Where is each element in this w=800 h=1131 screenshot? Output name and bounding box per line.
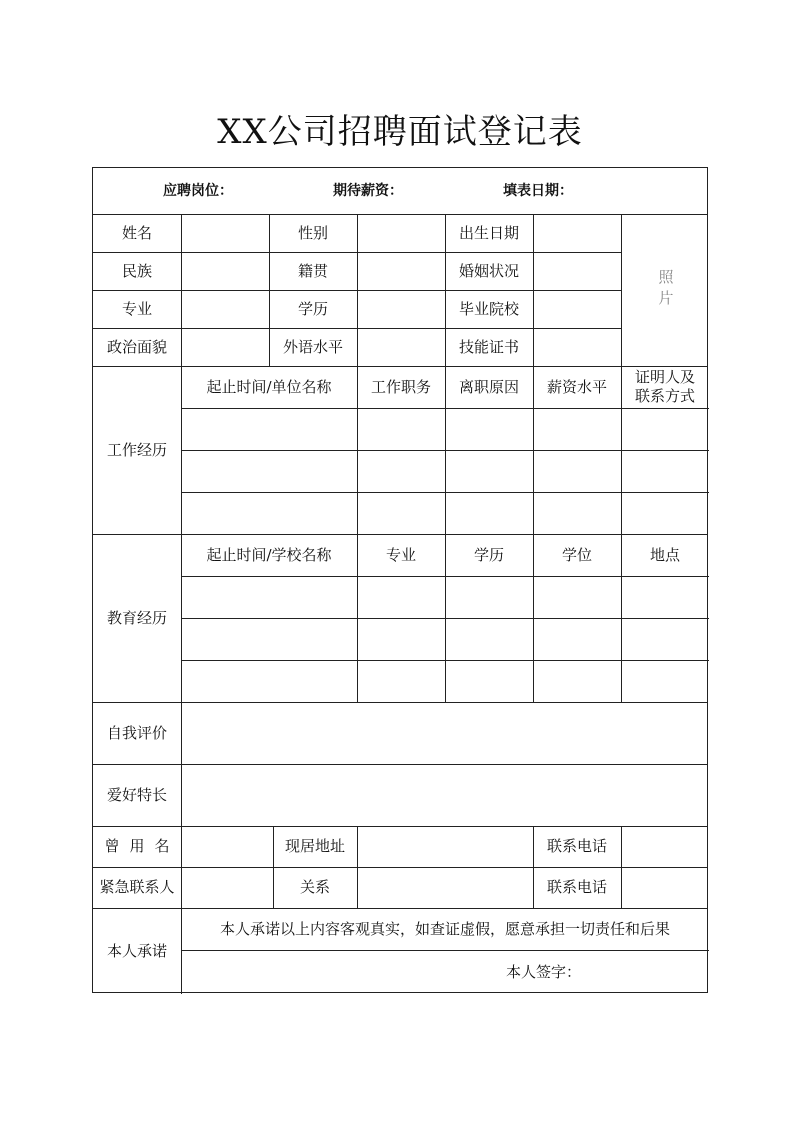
birth-date-label: 出生日期 [458,223,519,242]
work-col-position: 工作职务 [370,377,431,396]
pledge-label: 本人承诺 [106,941,167,960]
col-divider [357,214,358,366]
work-col-salary: 薪资水平 [546,377,607,396]
skills-cert-label: 技能证书 [458,337,519,356]
gender-label: 性别 [297,223,328,242]
degree-label: 学历 [297,299,328,318]
position-label: 应聘岗位： [163,182,233,199]
edu-col-period-school: 起止时间/学校名称 [206,545,332,564]
photo-box[interactable] [621,214,709,366]
origin-label: 籍贯 [297,261,328,280]
edu-col-academic-degree: 学位 [561,545,592,564]
col-divider [181,214,182,366]
form-title: XX公司招聘面试登记表 [217,112,583,152]
self-evaluation-label: 自我评价 [106,723,167,742]
registration-form [92,167,708,993]
work-col-leave-reason: 离职原因 [458,377,519,396]
ethnicity-label: 民族 [121,261,152,280]
work-col-period-company: 起止时间/单位名称 [206,377,332,396]
language-level-label: 外语水平 [282,337,343,356]
self-evaluation-field[interactable] [181,702,709,764]
phone-label: 联系电话 [546,837,607,855]
col-divider [357,826,358,908]
emergency-phone-label: 联系电话 [546,878,607,896]
address-label: 现居地址 [284,837,345,855]
school-label: 毕业院校 [458,299,519,318]
edu-col-major: 专业 [385,545,416,564]
relation-label: 关系 [299,878,330,896]
marital-status-label: 婚姻状况 [458,261,519,280]
signature-label: 本人签字： [505,962,581,981]
emergency-contact-label: 紧急联系人 [99,878,175,896]
name-label: 姓名 [121,223,152,242]
pledge-text: 本人承诺以上内容客观真实，如查证虚假，愿意承担一切责任和后果 [219,919,670,938]
education-label: 教育经历 [106,608,167,627]
edu-col-degree: 学历 [473,545,504,564]
major-label: 专业 [121,299,152,318]
date-label: 填表日期： [503,182,573,199]
hobbies-field[interactable] [181,764,709,826]
col-divider [533,214,534,366]
political-status-label: 政治面貌 [106,337,167,356]
hobbies-label: 爱好特长 [106,785,167,804]
salary-label: 期待薪资： [333,182,403,199]
work-col-reference: 证明人及联系方式 [634,368,695,405]
edu-col-location: 地点 [649,545,680,564]
former-name-label: 曾用名 [104,837,180,855]
work-experience-label: 工作经历 [106,440,167,459]
col-divider [181,826,182,908]
col-divider [621,826,622,908]
row-divider [93,214,707,215]
photo-placeholder: 照片 [656,269,675,311]
